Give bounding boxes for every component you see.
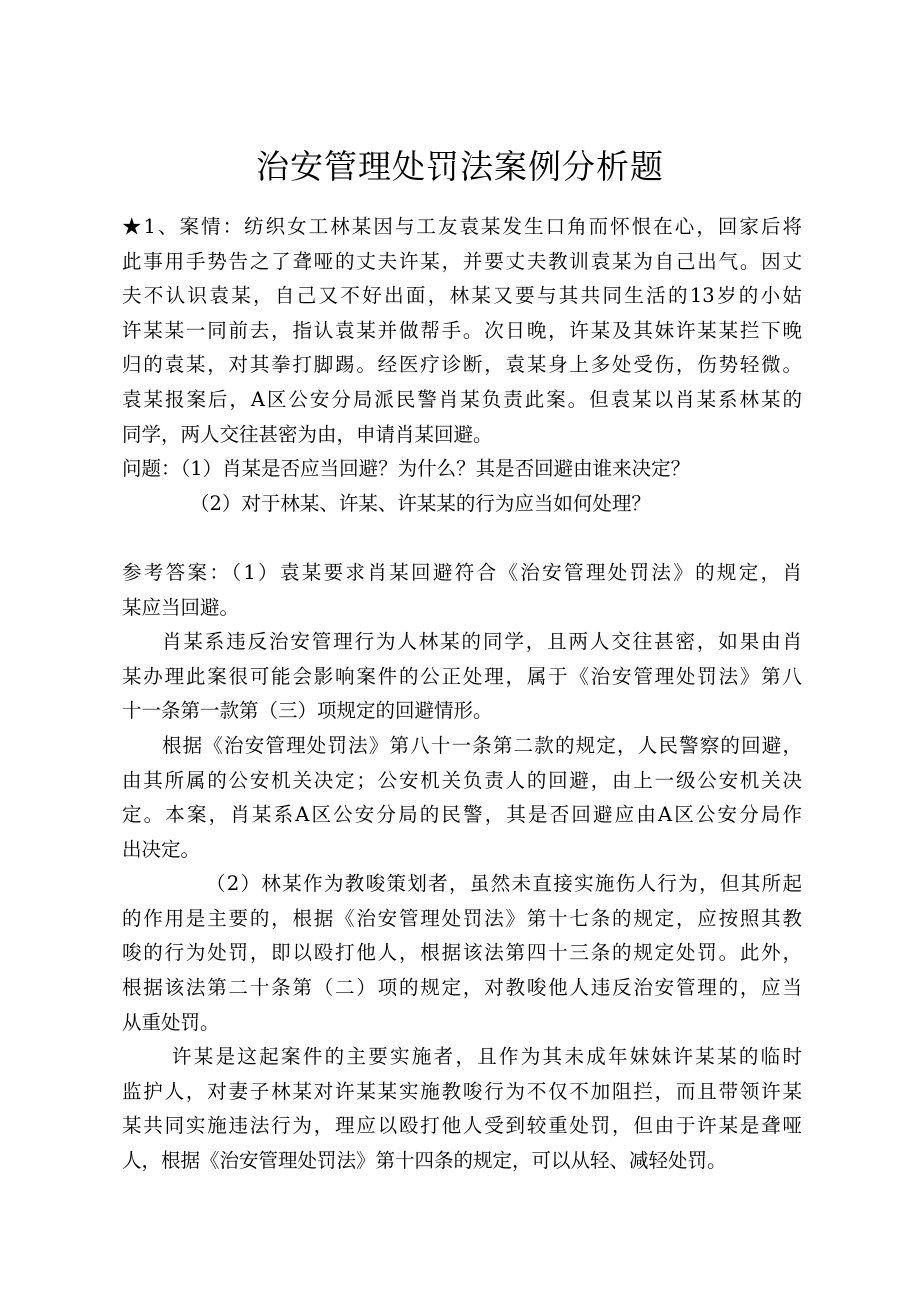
answer-paragraph-5 <box>122 1040 802 1178</box>
questions <box>122 452 802 521</box>
spacer <box>122 521 802 556</box>
case-line: 夫不认识袁某，自己又不好出面，林某又要与其共同生活的13岁的小姑 <box>122 284 802 308</box>
answer-line: 出决定。 <box>122 837 201 861</box>
answer-line: 肖某系违反治安管理行为人林某的同学，且两人交往甚密，如果由肖 <box>162 630 802 654</box>
question-1: 问题：（1）肖某是否应当回避？为什么？其是否回避由谁来决定？ <box>122 457 691 481</box>
case-line: 许某某一同前去，指认袁某并做帮手。次日晚，许某及其妹许某某拦下晚 <box>122 318 802 342</box>
answer-paragraph-3 <box>122 729 802 867</box>
document-title: 治安管理处罚法案例分析题 <box>256 147 664 186</box>
answer-line: 由其所属的公安机关决定；公安机关负责人的回避，由上一级公安机关决 <box>122 768 802 792</box>
answer-paragraph-2 <box>122 625 802 729</box>
answer-line: 监护人，对妻子林某对许某某实施教唆行为不仅不加阻拦，而且带领许某 <box>122 1079 802 1103</box>
answer-line: 某办理此案很可能会影响案件的公正处理，属于《治安管理处罚法》第八 <box>122 664 802 688</box>
answer-line: 的作用是主要的，根据《治安管理处罚法》第十七条的规定，应按照其教 <box>122 906 802 930</box>
answer-line: 根据《治安管理处罚法》第八十一条第二款的规定，人民警察的回避， <box>162 733 802 757</box>
answer-paragraph-1 <box>122 556 802 625</box>
answer-line: 某应当回避。 <box>122 595 240 619</box>
case-line: 此事用手势告之了聋哑的丈夫许某，并要丈夫教训袁某为自己出气。因丈 <box>122 249 802 273</box>
answer-line: 根据该法第二十条第（二）项的规定，对教唆他人违反治安管理的，应当 <box>122 976 802 1000</box>
document-body <box>122 210 802 1179</box>
answer-line: （2）林某作为教唆策划者，虽然未直接实施伤人行为，但其所起 <box>206 872 802 896</box>
question-2: （2）对于林某、许某、许某某的行为应当如何处理？ <box>190 491 651 515</box>
answer-line: 许某是这起案件的主要实施者，且作为其未成年妹妹许某某的临时 <box>172 1045 802 1069</box>
answer-line: 十一条第一款第（三）项规定的回避情形。 <box>122 699 493 723</box>
answer-line: 从重处罚。 <box>122 1010 220 1034</box>
answer-line: 唆的行为处罚，即以殴打他人，根据该法第四十三条的规定处罚。此外， <box>122 941 802 965</box>
answer-line: 人，根据《治安管理处罚法》第十四条的规定，可以从轻、减轻处罚。 <box>122 1149 727 1173</box>
case-line: ★1、案情：纺织女工林某因与工友袁某发生口角而怀恨在心，回家后将 <box>122 215 802 238</box>
answer-line: 某共同实施违法行为，理应以殴打他人受到较重处罚，但由于许某是聋哑 <box>122 1114 802 1138</box>
answer-line: 参考答案：（1）袁某要求肖某回避符合《治安管理处罚法》的规定，肖 <box>122 560 802 584</box>
case-line: 归的袁某，对其拳打脚踢。经医疗诊断，袁某身上多处受伤，伤势轻微。 <box>122 353 802 377</box>
answer-paragraph-4 <box>122 867 802 1040</box>
case-paragraph <box>122 210 802 452</box>
answer-line: 定。本案，肖某系A区公安分局的民警，其是否回避应由A区公安分局作 <box>122 803 802 827</box>
case-line: 同学，两人交往甚密为由，申请肖某回避。 <box>122 422 493 446</box>
case-line: 袁某报案后，A区公安分局派民警肖某负责此案。但袁某以肖某系林某的 <box>122 387 802 411</box>
